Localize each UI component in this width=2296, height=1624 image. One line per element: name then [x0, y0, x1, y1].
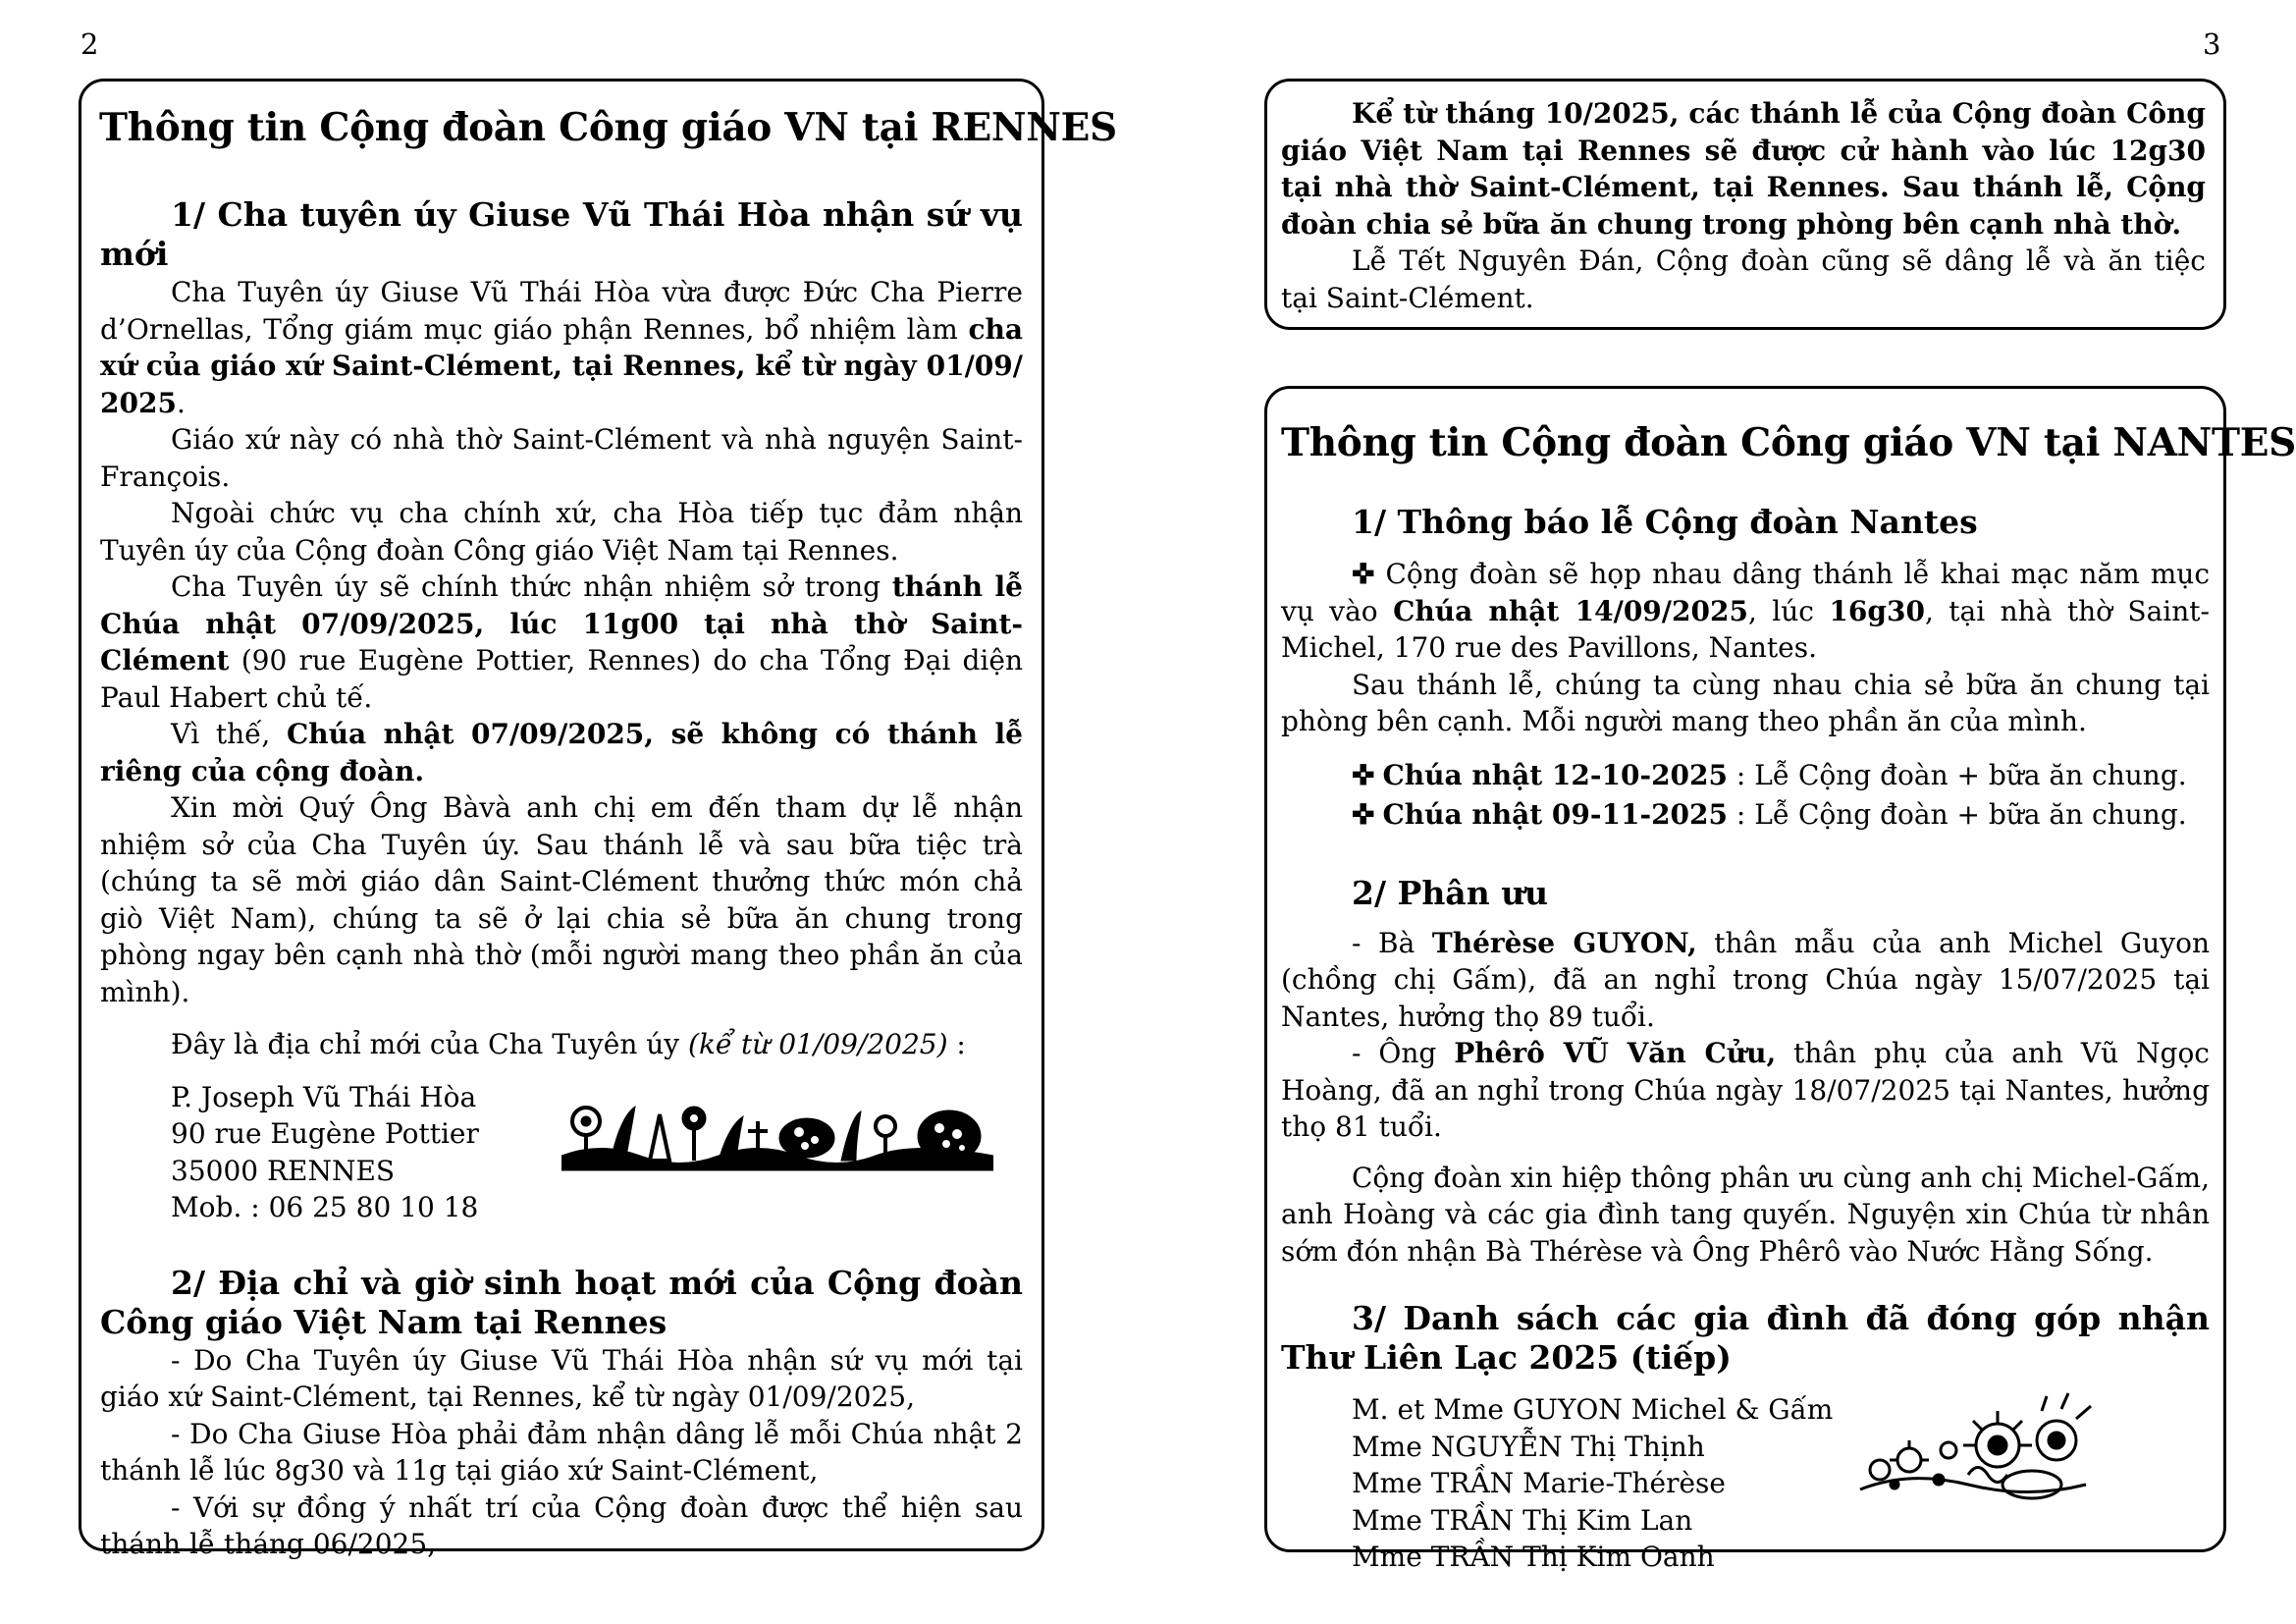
cross-icon: ✜	[1352, 797, 1375, 831]
donor-name: Mme TRẦN Thị Kim Oanh	[1352, 1541, 1715, 1573]
rennes-paragraph-parish: Giáo xứ này có nhà thờ Saint-Clément và nhà nguyện Saint-François.	[100, 423, 1023, 493]
flower-mushroom-border-icon	[561, 1087, 993, 1185]
address-line: 35000 RENNES	[171, 1154, 396, 1187]
donor-name: M. et Mme GUYON Michel & Gấm	[1352, 1393, 1834, 1426]
rennes-info-box	[79, 79, 1117, 1560]
nantes-opening-mass: ✜ Cộng đoàn sẽ họp nhau dâng thánh lễ khai mạc năm mục vụ vào Chúa nhật 14/09/2025, lúc 16g30, tại nhà thờ Saint-Michel, 170 rue des Pavillons, Nantes.	[1281, 558, 2210, 664]
nantes-shared-meal: Sau thánh lễ, chúng ta cùng nhau chia sẻ bữa ăn chung tại phòng bên cạnh. Mỗi người mang theo phần ăn của mình.	[1281, 668, 2210, 737]
condolence-message: Cộng đoàn xin hiệp thông phân ưu cùng anh chị Michel-Gấm, anh Hoàng và các gia đình tang quyến. Nguyện xin Chúa từ nhân sớm đón nhận Bà Thérèse và Ông Phêrô vào Nước Hằng Sống.	[1281, 1161, 2210, 1268]
nantes-title: Thông tin Cộng đoàn Công giáo VN tại NANTES	[1281, 420, 2296, 465]
rennes-section2-item: - Do Cha Tuyên úy Giuse Vũ Thái Hòa nhận sứ vụ mới tại giáo xứ Saint-Clément, tại Rennes, kể từ ngày 01/09/2025,	[100, 1343, 1023, 1413]
rennes-title: Thông tin Cộng đoàn Công giáo VN tại RENNES	[99, 105, 1117, 150]
nantes-info-box	[1264, 386, 2296, 1573]
continuation-mass-schedule: Kể từ tháng 10/2025, các thánh lễ của Cộng đoàn Công giáo Việt Nam tại Rennes sẽ được cử hành vào lúc 12g30 tại nhà thờ Saint-Clément, tại Rennes. Sau thánh lễ, Cộng đoàn chia sẻ bữa ăn chung trong phòng bên cạnh nhà thờ.	[1281, 97, 2206, 241]
donor-name: Mme NGUYỄN Thị Thịnh	[1352, 1430, 1705, 1463]
cross-icon: ✜	[1352, 558, 1375, 590]
rennes-paragraph-chaplain: Ngoài chức vụ cha chính xứ, cha Hòa tiếp tục đảm nhận Tuyên úy của Cộng đoàn Công giáo Việt Nam tại Rennes.	[100, 497, 1023, 567]
flower-bouquet-icon	[1850, 1391, 2106, 1509]
rennes-address-intro: Đây là địa chỉ mới của Cha Tuyên úy (kể từ 01/09/2025) :	[171, 1028, 966, 1060]
rennes-section2-item: - Với sự đồng ý nhất trí của Cộng đoàn được thể hiện sau thánh lễ tháng 06/2025,	[100, 1490, 1023, 1560]
nantes-section2-heading: 2/ Phân ưu	[1352, 873, 1549, 912]
rennes-paragraph-installation: Cha Tuyên úy sẽ chính thức nhận nhiệm sở trong thánh lễ Chúa nhật 07/09/2025, lúc 11g00 tại nhà thờ Saint-Clément (90 rue Eugène Pottier, Rennes) do cha Tổng Đại diện Paul Habert chủ tế.	[100, 570, 1023, 714]
donor-name: Mme TRẦN Marie-Thérèse	[1352, 1467, 1726, 1499]
rennes-section2-item: - Do Cha Giuse Hòa phải đảm nhận dâng lễ mỗi Chúa nhật 2 thánh lễ lúc 8g30 và 11g tại giáo xứ Saint-Clément,	[100, 1417, 1023, 1487]
event-item: ✜ Chúa nhật 09-11-2025 : Lễ Cộng đoàn + bữa ăn chung.	[1352, 797, 2187, 831]
condolence-phero: - Ông Phêrô VŨ Văn Cửu, thân phụ của anh Vũ Ngọc Hoàng, đã an nghỉ trong Chúa ngày 18/07/2025 tại Nantes, hưởng thọ 81 tuổi.	[1281, 1037, 2210, 1143]
page-number-left: 2	[80, 27, 99, 61]
donor-list	[1281, 1391, 2210, 1576]
address-line: 90 rue Eugène Pottier	[171, 1117, 479, 1150]
rennes-paragraph-no-mass: Vì thế, Chúa nhật 07/09/2025, sẽ không có thánh lễ riêng của cộng đoàn.	[100, 718, 1023, 787]
rennes-continuation-box	[1264, 79, 2226, 330]
address-line: P. Joseph Vũ Thái Hòa	[171, 1080, 477, 1113]
condolence-therese: - Bà Thérèse GUYON, thân mẫu của anh Michel Guyon (chồng chị Gấm), đã an nghỉ trong Chúa ngày 15/07/2025 tại Nantes, hưởng thọ 89 tuổi.	[1281, 926, 2210, 1033]
rennes-paragraph-invitation: Xin mời Quý Ông Bàvà anh chị em đến tham dự lễ nhận nhiệm sở của Cha Tuyên úy. Sau thánh lễ và sau bữa tiệc trà (chúng ta sẽ mời giáo dân Saint-Clément thưởng thức món chả giò Việt Nam), chúng ta sẽ ở lại chia sẻ bữa ăn chung trong phòng ngay bên cạnh nhà thờ (mỗi người mang theo phần ăn của mình).	[100, 791, 1023, 1008]
rennes-address-block	[100, 1079, 1023, 1226]
rennes-paragraph-appointment: Cha Tuyên úy Giuse Vũ Thái Hòa vừa được Đức Cha Pierre d’Ornellas, Tổng giám mục giáo phận Rennes, bổ nhiệm làm cha xứ của giáo xứ Saint-Clément, tại Rennes, kể từ ngày 01/09/ 2025.	[100, 276, 1023, 419]
rennes-section2-heading: 2/ Địa chỉ và giờ sinh hoạt mới của Cộng đoàn Công giáo Việt Nam tại Rennes	[100, 1263, 1023, 1341]
nantes-section3-heading: 3/ Danh sách các gia đình đã đóng góp nhận Thư Liên Lạc 2025 (tiếp)	[1281, 1299, 2210, 1377]
address-line: Mob. : 06 25 80 10 18	[171, 1191, 479, 1223]
rennes-section1-heading: 1/ Cha tuyên úy Giuse Vũ Thái Hòa nhận sứ vụ mới	[100, 195, 1023, 273]
page-number-right: 3	[2203, 27, 2221, 61]
event-item: ✜ Chúa nhật 12-10-2025 : Lễ Cộng đoàn + bữa ăn chung.	[1352, 758, 2187, 791]
continuation-tet: Lễ Tết Nguyên Đán, Cộng đoàn cũng sẽ dâng lễ và ăn tiệc tại Saint-Clément.	[1281, 244, 2206, 314]
nantes-section1-heading: 1/ Thông báo lễ Cộng đoàn Nantes	[1352, 503, 1978, 541]
donor-name: Mme TRẦN Thị Kim Lan	[1352, 1503, 1693, 1537]
nantes-event-list	[1281, 756, 2210, 835]
cross-icon: ✜	[1352, 758, 1375, 791]
